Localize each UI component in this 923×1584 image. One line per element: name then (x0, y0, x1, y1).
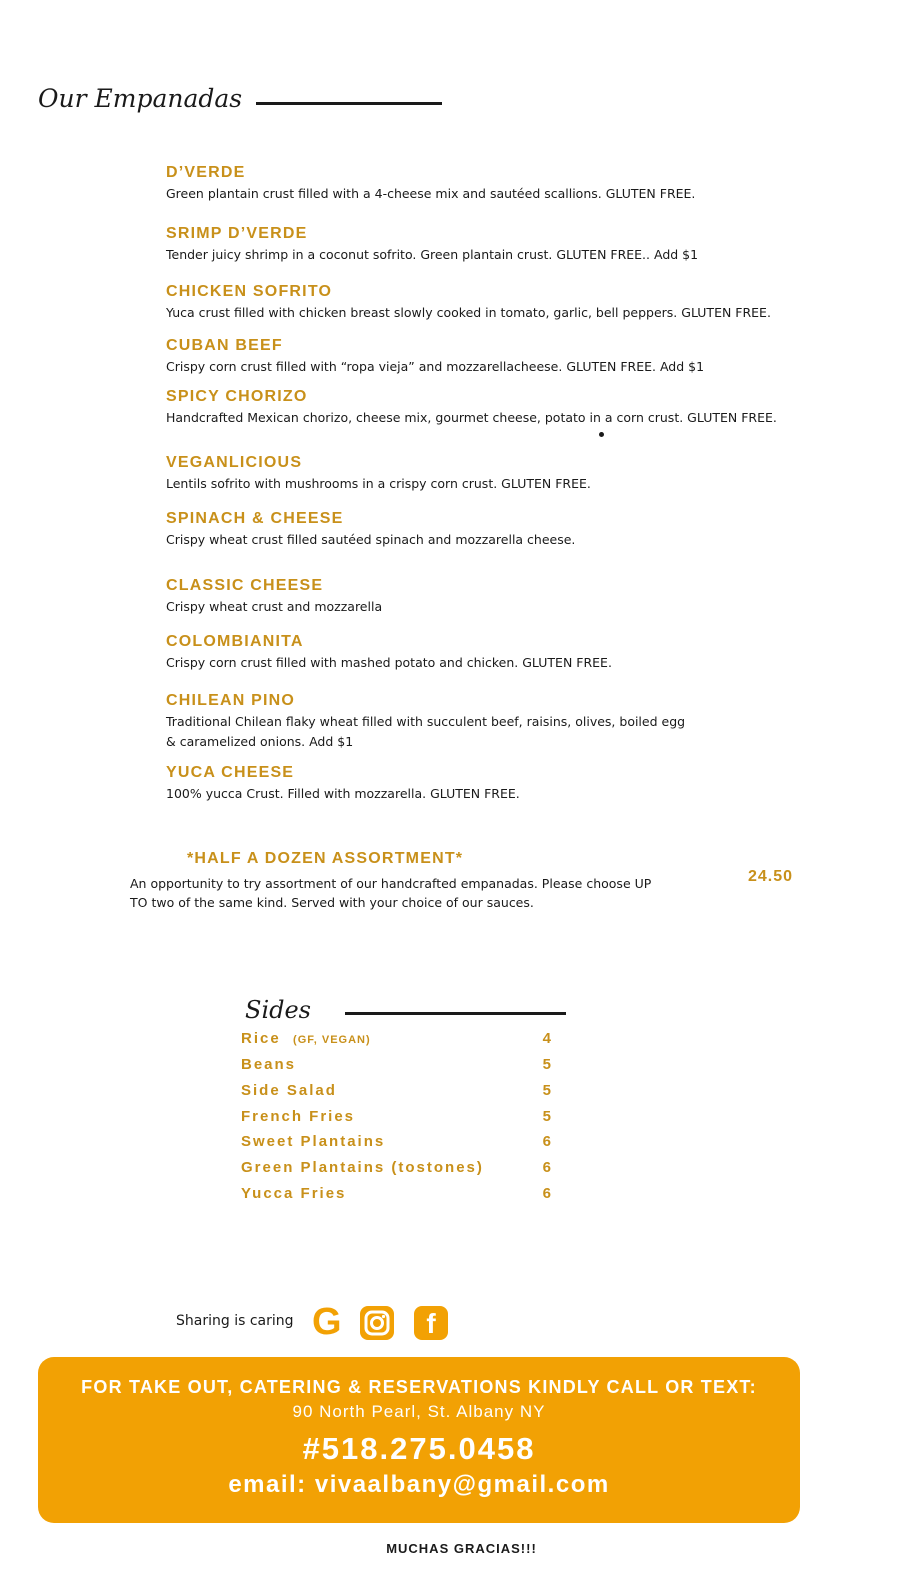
side-item-yucca-fries (241, 1185, 551, 1209)
side-item-french-fries (241, 1108, 551, 1132)
side-item-beans (241, 1056, 551, 1080)
side-price: 5 (542, 1108, 551, 1125)
banner-email[interactable]: email: vivaalbany@gmail.com (228, 1471, 610, 1498)
side-price: 6 (542, 1185, 551, 1202)
side-price: 6 (542, 1159, 551, 1176)
side-note: (GF, VEGAN) (293, 1034, 371, 1046)
item-description: Crispy corn crust filled with mashed potato and chicken. GLUTEN FREE. (166, 655, 612, 670)
empanadas-title: Our Empanadas (38, 84, 243, 113)
banner-address: 90 North Pearl, St. Albany NY (292, 1402, 546, 1421)
side-item-sweet-plantains (241, 1133, 551, 1157)
side-price: 6 (542, 1133, 551, 1150)
side-name: Beans (241, 1056, 297, 1073)
item-name: SRIMP D’VERDE (166, 225, 308, 242)
contact-banner (38, 1357, 800, 1523)
menu-item-yuca-cheese (166, 764, 866, 804)
side-name: Side Salad (241, 1082, 337, 1099)
side-item-green-plantains (241, 1159, 551, 1183)
menu-item-cuban-beef (166, 337, 866, 377)
menu-item-srimp-dverde (166, 225, 866, 265)
item-description: Tender juicy shrimp in a coconut sofrito. Green plantain crust. GLUTEN FREE.. Add $1 (166, 247, 699, 262)
side-name: French Fries (241, 1108, 356, 1125)
footer-thanks: MUCHAS GRACIAS!!! (386, 1541, 537, 1556)
side-name: Rice (GF, VEGAN) (241, 1030, 371, 1047)
side-name: Yucca Fries (241, 1185, 347, 1202)
item-description: 100% yucca Crust. Filled with mozzarella. GLUTEN FREE. (166, 786, 520, 801)
bullet-dot (599, 432, 604, 437)
item-name: CLASSIC CHEESE (166, 577, 324, 594)
item-description: Traditional Chilean flaky wheat filled with succulent beef, raisins, olives, boiled egg & caramelized onions. Add $1 (166, 714, 686, 749)
item-description: Green plantain crust filled with a 4-cheese mix and sautéed scallions. GLUTEN FREE. (166, 186, 696, 201)
item-name: D’VERDE (166, 164, 246, 181)
google-icon[interactable]: G (312, 1301, 342, 1343)
sharing-label: Sharing is caring (176, 1313, 294, 1329)
item-description: Crispy wheat crust and mozzarella (166, 599, 383, 614)
item-name: VEGANLICIOUS (166, 454, 303, 471)
assortment-price: 24.50 (748, 868, 794, 885)
item-description: Handcrafted Mexican chorizo, cheese mix, gourmet cheese, potato in a corn crust. GLUTEN FREE. (166, 410, 777, 425)
item-name: CHILEAN PINO (166, 692, 296, 709)
menu-item-spicy-chorizo (166, 388, 866, 428)
side-name: Green Plantains (tostones) (241, 1159, 484, 1176)
side-price: 5 (542, 1082, 551, 1099)
menu-item-chicken-sofrito (166, 283, 866, 323)
item-name: SPINACH & CHEESE (166, 510, 344, 527)
item-name: CHICKEN SOFRITO (166, 283, 333, 300)
assortment-description: An opportunity to try assortment of our handcrafted empanadas. Please choose UP TO two of the same kind. Served with your choice of our sauces. (130, 876, 652, 910)
item-name: YUCA CHEESE (166, 764, 295, 781)
item-description: Crispy wheat crust filled sautéed spinach and mozzarella cheese. (166, 532, 576, 547)
sides-title-rule (345, 1012, 566, 1015)
menu-item-dverde (166, 164, 866, 204)
menu-item-chilean-pino (166, 692, 686, 752)
assortment-name: *HALF A DOZEN ASSORTMENT* (187, 850, 464, 867)
item-description: Yuca crust filled with chicken breast slowly cooked in tomato, garlic, bell peppers. GLUTEN FREE. (166, 305, 771, 320)
item-name: SPICY CHORIZO (166, 388, 308, 405)
menu-item-classic-cheese (166, 577, 866, 617)
side-name: Sweet Plantains (241, 1133, 386, 1150)
banner-phone[interactable]: #518.275.0458 (302, 1431, 536, 1466)
menu-item-colombianita (166, 633, 866, 673)
item-description: Crispy corn crust filled with “ropa vieja” and mozzarellacheese. GLUTEN FREE. Add $1 (166, 359, 705, 374)
item-name: COLOMBIANITA (166, 633, 304, 650)
side-item-side-salad (241, 1082, 551, 1106)
item-description: Lentils sofrito with mushrooms in a crispy corn crust. GLUTEN FREE. (166, 476, 591, 491)
banner-heading: FOR TAKE OUT, CATERING & RESERVATIONS KINDLY CALL OR TEXT: (81, 1377, 757, 1397)
side-price: 4 (542, 1030, 551, 1047)
sides-title: Sides (245, 996, 311, 1024)
menu-item-veganlicious (166, 454, 866, 494)
menu-item-spinach-cheese (166, 510, 866, 550)
facebook-icon[interactable]: f (414, 1306, 448, 1340)
empanadas-title-rule (256, 102, 442, 105)
item-name: CUBAN BEEF (166, 337, 283, 354)
instagram-icon[interactable] (360, 1306, 394, 1340)
side-item-rice (241, 1030, 551, 1054)
side-price: 5 (542, 1056, 551, 1073)
